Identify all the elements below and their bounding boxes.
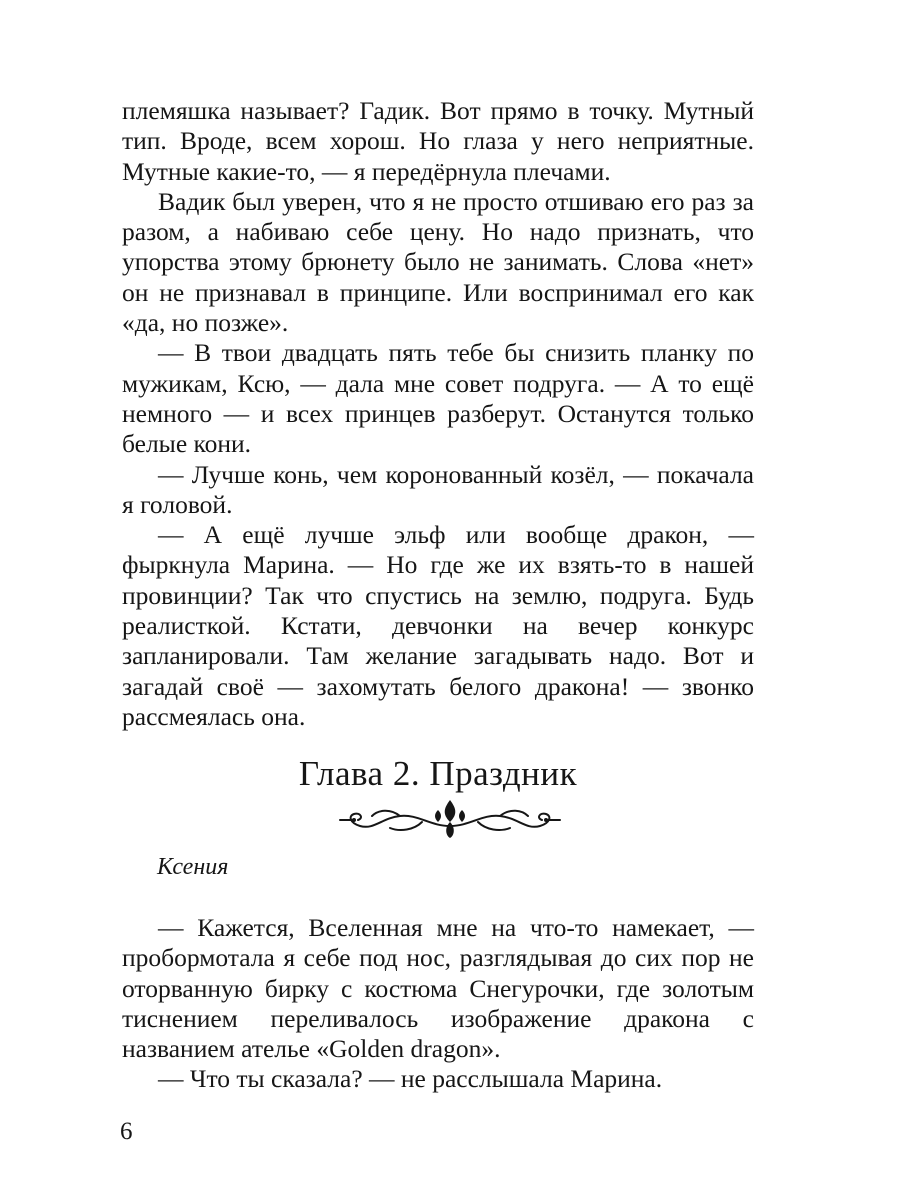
paragraph: — Что ты сказала? — не расслышала Марина. (158, 1064, 663, 1094)
paragraph: — А ещё лучше эльф или вообще дракон, — фыркнула Марина. — Но где же их взять-то в нашей провинции? Так что спустись на землю, подруга. Будь реалисткой. Кстати, девчонки на вечер конкурс запланировали. Там желание загадывать надо. Вот и загадай своё — захомутать белого дракона! — звонко рассмеялась она. (122, 520, 754, 731)
paragraph: — Лучше конь, чем коронованный козёл, — покачала я головой. (122, 459, 754, 519)
paragraph: племяшка называет? Гадик. Вот прямо в точку. Мутный тип. Вроде, всем хорош. Но глаза у него неприятные. Мутные какие-то, — я передёрнула плечами. (122, 96, 754, 186)
paragraph: Вадик был уверен, что я не просто отшиваю его раз за разом, а набиваю себе цену. Но надо признать, что упорства этому брюнету было не занимать. Слова «нет» он не признавал в принципе. Или воспринимал его как «да, но позже». (122, 186, 754, 338)
top-text-block (122, 96, 754, 732)
flourish-ornament-icon (330, 796, 570, 840)
bottom-text-block (122, 913, 754, 1095)
section-author: Ксения (157, 854, 229, 880)
page-number: 6 (120, 1118, 133, 1145)
chapter-title: Глава 2. Праздник (298, 754, 578, 793)
paragraph: — Кажется, Вселенная мне на что-то намекает, — пробормотала я себе под нос, разглядывая до сих пор не оторванную бирку с костюма Снегурочки, где золотым тиснением переливалось изображение дракона с названием ателье «Golden dragon». (122, 913, 754, 1064)
paragraph: — В твои двадцать пять тебе бы снизить планку по мужикам, Ксю, — дала мне совет подруга. — А то ещё немного — и всех принцев разберут. Останутся только белые кони. (122, 338, 754, 459)
